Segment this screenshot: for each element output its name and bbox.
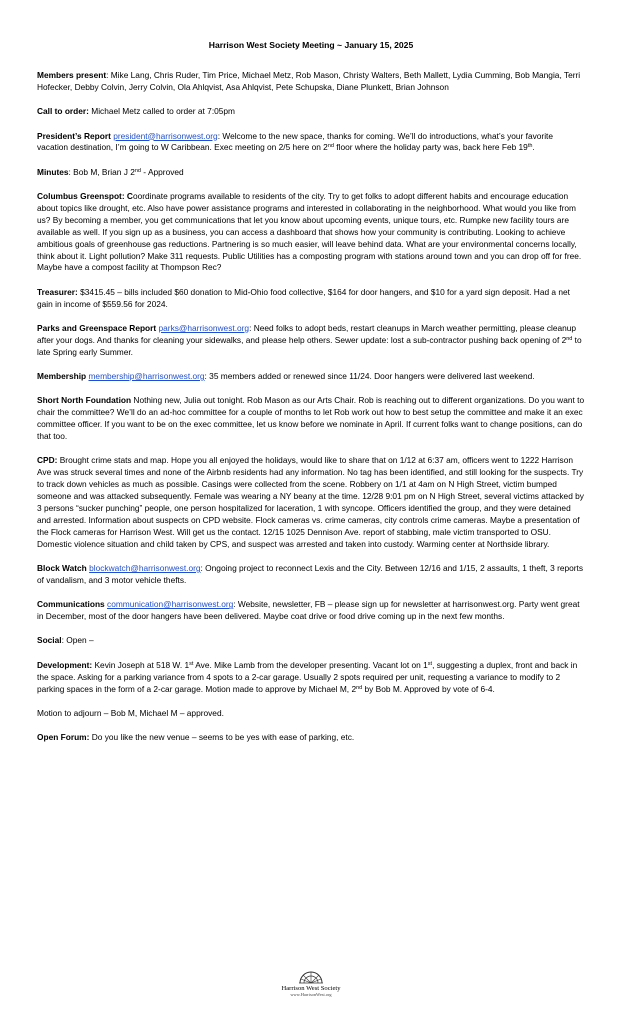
section-label: Open Forum: [37, 732, 90, 743]
section-text: Nothing new, Julia out tonight. Rob Mason as our Arts Chair. Rob is reaching out to different organizations. Do you want to chair the committee? We’ll do an ad-hoc committee for a couple of months to let Rob work out how to best setup the committee and make it an exec committee officer. If you want to be on the exec committee, let us know before we nominate in April. If current folks want to change positions, can do that too. [37, 395, 585, 442]
section-text: Brought crime stats and map. Hope you all enjoyed the holidays, would like to share that on 1/12 at 6:37 am, officers went to 1222 Harrison Ave was struck several times and none of the Airbnb residents had any information. No tag has been identified, and still looking for the suspects. Try to track down vehicles as much as possible. Casings were collected from the scene. Robbery on 1/1 at 4am on N High Street, victim bumped someone and was attacked subsequently. Female was wearing a NY beany at the time. 12/28 9:01 pm on N High Street, several victims attacked by 3 persons “sucker punching” people, one person hospitalized for laceration, 1 with syncope. Officers identified the group, and they were detained and arrested. Information about suspects on CPD website. Flock cameras vs. crime cameras, city controls crime cameras. Maybe a presentation of the Flock cameras for Harrison West. Will get us the contact. 12/15 1025 Dennison Ave. report of stabbing, male victim transported to OSU. Domestic violence situation and child taken by CPS, and suspect was arrested and taken into custody. Warming center at Northside library. [37, 455, 584, 549]
section-text: - Approved [140, 166, 184, 177]
section-label: Call to order: [37, 106, 89, 117]
section-text: to late Spring early Summer. [37, 334, 582, 357]
ordinal-suffix: nd [134, 167, 141, 174]
logo-name: Harrison West Society [281, 985, 341, 992]
section-label: Social [37, 635, 62, 646]
section-text: : Bob M, Brian J 2 [68, 166, 135, 177]
section-text: Kevin Joseph at 518 W. 1 [92, 659, 190, 670]
section-text: : 35 members added or renewed since 11/24. Door hangers were delivered last weekend. [204, 371, 535, 382]
section-cpd [37, 455, 585, 550]
section-label: Columbus Greenspot: C [37, 191, 133, 201]
section-presidents-report [37, 131, 585, 155]
section-development [37, 660, 585, 696]
section-adjourn [37, 708, 585, 720]
section-short-north [37, 395, 585, 443]
section-text: : Mike Lang, Chris Ruder, Tim Price, Michael Metz, Rob Mason, Christy Walters, Beth Mallett, Lydia Cumming, Bob Mangia, Terri Hofecker, Debby Colvin, Jerry Colvin, Ola Ahlqvist, Asa Ahlqvist, Pete Schupska, Diane Plunkett, Brian Johnson [37, 70, 581, 92]
section-text: oordinate programs available to residents of the city. Try to get folks to adopt different habits and encourage education about topics like drought, etc. Also have power assistance programs and interested in collaborating in the neighborhood. What would you like from us? By becoming a member, you get communications that let you know about upcoming events, unique tours, etc. Rumpke new facility tours are available as well. If you sign up as a business, you can access a dashboard that shows how your community is contributing. Looking to achieve ambitious goals of greenhouse gas reductions. Partnering is so much easier, will leave behind data. What are your environmental concerns locally, think about it. Light pollution? Make 311 requests. Public Utilities has a composting program with stations around town and you can drop off for free. Maybe have a compost facility at Thompson Rec? [37, 191, 582, 273]
email-link[interactable]: parks@harrisonwest.org [158, 322, 250, 333]
ordinal-suffix: nd [356, 684, 363, 691]
section-text: , suggesting a duplex, front and back in the space. Asking for a parking variance from 4 spots to a 2-car garage. Usually 2 spots required per unit, requesting a variance to modify to 2 parking spaces in the form of a 2-car garage. Motion made to approve by Michael M, 2 [37, 659, 578, 694]
section-communications [37, 599, 585, 623]
section-block-watch [37, 563, 585, 587]
email-link[interactable]: membership@harrisonwest.org [88, 371, 205, 382]
ordinal-suffix: st [189, 660, 194, 667]
section-label: Development: [37, 659, 93, 670]
email-link[interactable]: communication@harrisonwest.org [107, 599, 234, 610]
section-text: : Need folks to adopt beds, restart cleanups in March weather permitting, please cleanup after your dogs. And thanks for cleaning your sidewalks, and please help others. Sewer update: lost a sub-contractor pushing back opening of 2 [37, 322, 577, 345]
document-body [37, 70, 585, 756]
section-membership [37, 371, 585, 383]
section-label: Membership [37, 371, 87, 382]
section-label: Treasurer: [37, 286, 78, 297]
section-open-forum [37, 732, 585, 744]
section-treasurer [37, 287, 585, 311]
email-link[interactable]: president@harrisonwest.org [113, 130, 218, 141]
section-text: Do you like the new venue – seems to be yes with ease of parking, etc. [89, 732, 355, 743]
section-label: Parks and Greenspace Report [37, 322, 157, 333]
section-label: CPD: [37, 455, 58, 466]
section-text: : Website, newsletter, FB – please sign up for newsletter at harrisonwest.org. Party went great in December, most of the door hangers have been delivered. Maybe coat drive or food drive coming up in the next few months. [37, 599, 580, 622]
section-text: by Bob M. Approved by vote of 6-4. [362, 683, 495, 694]
wagon-wheel-icon [298, 966, 324, 984]
section-label: Members present [37, 70, 107, 80]
section-label: Block Watch [37, 563, 87, 573]
ordinal-suffix: st [427, 660, 433, 667]
section-label: President’s Report [37, 130, 111, 141]
section-columbus-greenspot [37, 191, 585, 274]
section-minutes [37, 167, 585, 179]
ordinal-suffix: th [527, 143, 533, 150]
logo-url: www.HarrisonWest.org [290, 992, 332, 997]
section-text: Michael Metz called to order at 7:05pm [88, 106, 236, 117]
section-label: Short North Foundation [37, 395, 132, 406]
document-title: Harrison West Society Meeting ~ January 15, 2025 [208, 40, 414, 50]
section-text: . [532, 142, 535, 153]
ordinal-suffix: nd [327, 143, 334, 150]
email-link[interactable]: blockwatch@harrisonwest.org [89, 563, 201, 573]
section-social [37, 635, 585, 647]
section-call-to-order [37, 106, 585, 118]
section-text: : Open – [61, 635, 94, 646]
section-text: : Welcome to the new space, thanks for coming. We’ll do introductions, what’s your favorite vacation destination, I’m going to W Caribbean. Exec meeting on 2/5 here on 2 [37, 130, 554, 153]
section-text: $3415.45 – bills included $60 donation to Mid-Ohio food collective, $164 for door hangers, and $10 for a yard sign deposit. Had a net gain in income of $559.56 for 2024. [37, 286, 570, 309]
section-text: floor where the holiday party was, back here Feb 19 [333, 142, 528, 153]
section-parks [37, 323, 585, 359]
section-members [37, 70, 585, 94]
society-logo [262, 966, 360, 1006]
section-label: Minutes [37, 166, 69, 177]
section-text: Ave. Mike Lamb from the developer presenting. Vacant lot on 1 [193, 659, 428, 670]
section-text: Motion to adjourn – Bob M, Michael M – approved. [37, 707, 224, 718]
ordinal-suffix: nd [566, 335, 573, 342]
section-text: : Ongoing project to reconnect Lexis and the City. Between 12/16 and 1/15, 2 assaults, 1 theft, 3 reports of vandalism, and 3 motor vehicle thefts. [37, 563, 584, 585]
section-label: Communications [37, 599, 105, 610]
